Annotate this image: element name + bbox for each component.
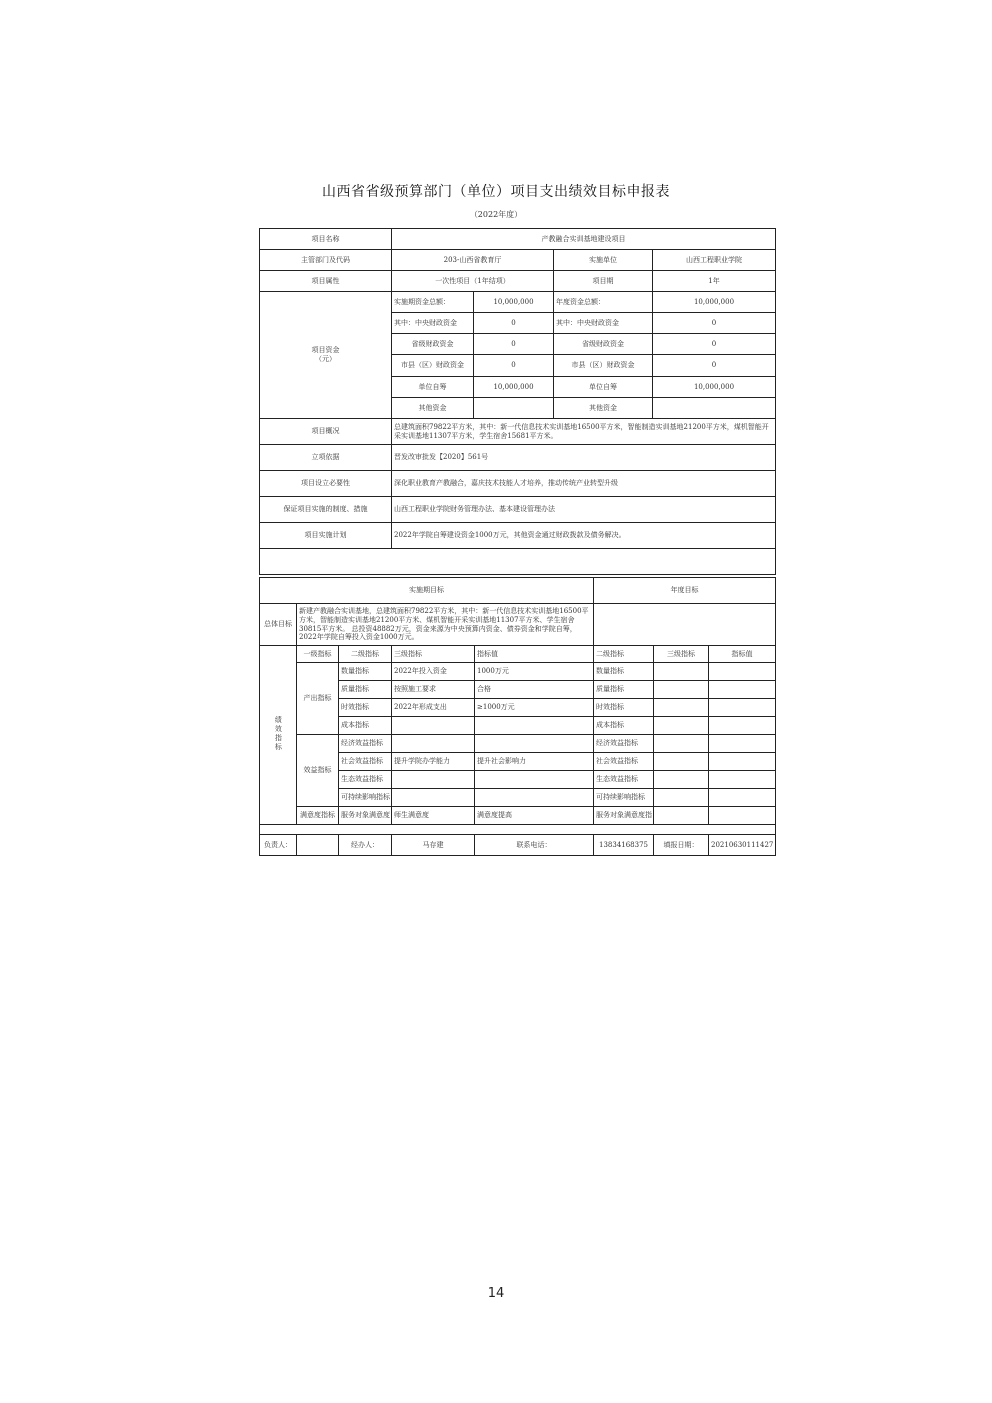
- ind-l3: [392, 735, 475, 753]
- fund-label: 年度资金总额：: [554, 292, 653, 313]
- annual-goal-header: 年度目标: [594, 578, 776, 604]
- ind-l3: 师生满意度: [392, 807, 475, 825]
- fund-label: 单位自筹: [392, 377, 474, 398]
- impl-goal-header: 实施期目标: [260, 578, 594, 604]
- ind-r2: 数量指标: [594, 663, 654, 681]
- dept-value: 203-山西省教育厅: [392, 250, 554, 271]
- ind-val-header: 指标值: [475, 646, 594, 663]
- lvl2-header-annual: 二级指标: [594, 646, 654, 663]
- ind-l3: 2022年形成支出: [392, 699, 475, 717]
- ind-val: [475, 717, 594, 735]
- ind-r3: [654, 753, 709, 771]
- ind-l3: [392, 717, 475, 735]
- responsible-value: [297, 835, 339, 856]
- dept-label: 主管部门及代码: [260, 250, 392, 271]
- fund-label: 省级财政资金: [392, 334, 474, 355]
- ind-l2: 服务对象满意度: [339, 807, 392, 825]
- measures-label: 保证项目实施的制度、措施: [260, 497, 392, 523]
- ind-l3: 2022年投入资金: [392, 663, 475, 681]
- fund-label: 其他资金: [392, 398, 474, 419]
- blank-row: [260, 549, 776, 575]
- attribute-value: 一次性项目（1年结项）: [392, 271, 554, 292]
- ind-r2: 成本指标: [594, 717, 654, 735]
- fund-label: 省级财政资金: [554, 334, 653, 355]
- ind-r3: [654, 771, 709, 789]
- overall-goal-value: 新建产教融合实训基地，总建筑面积79822平方米，其中：新一代信息技术实训基地16500平方米，智能制造实训基地21200平方米、煤机智能开采实训基地11307平方米、学生宿舍30815平方米。 总投资48882万元，资金来源为中央预算内资金、债券资金和学院自筹，2022年学院自筹投入资金1000万元。: [297, 604, 594, 646]
- ind-rval: [709, 771, 776, 789]
- ind-r3: [654, 789, 709, 807]
- fund-label: 其他资金: [554, 398, 653, 419]
- fund-label: 实施期资金总额：: [392, 292, 474, 313]
- form-title: 山西省省级预算部门（单位）项目支出绩效目标申报表: [322, 184, 670, 200]
- perf-label: 绩效指标: [260, 646, 297, 825]
- ind-l2: 时效指标: [339, 699, 392, 717]
- ind-rval: [709, 789, 776, 807]
- fund-value: [653, 398, 776, 419]
- ind-l2: 经济效益指标: [339, 735, 392, 753]
- ind-r3: [654, 807, 709, 825]
- handler-label: 经办人：: [339, 835, 392, 856]
- ind-rval: [709, 735, 776, 753]
- ind-rval: [709, 681, 776, 699]
- ind-r2: 经济效益指标: [594, 735, 654, 753]
- ind-r2: 时效指标: [594, 699, 654, 717]
- ind-val: [475, 789, 594, 807]
- ind-l3: [392, 771, 475, 789]
- benefit-label: 效益指标: [297, 735, 339, 807]
- necessity-label: 项目设立必要性: [260, 471, 392, 497]
- impl-unit-label: 实施单位: [554, 250, 653, 271]
- phone-label: 联系电话：: [475, 835, 594, 856]
- date-value: 20210630111427: [709, 835, 776, 856]
- ind-r3: [654, 681, 709, 699]
- ind-l2: 数量指标: [339, 663, 392, 681]
- fund-value: 10,000,000: [653, 292, 776, 313]
- spacer-row: [260, 825, 776, 835]
- ind-val: [475, 735, 594, 753]
- ind-val: 合格: [475, 681, 594, 699]
- ind-rval: [709, 753, 776, 771]
- satisfaction-label: 满意度指标: [297, 807, 339, 825]
- annual-goal-value: [594, 604, 776, 646]
- lvl2-header: 二级指标: [339, 646, 392, 663]
- basis-value: 晋发改审批发【2020】561号: [392, 445, 776, 471]
- ind-r3: [654, 735, 709, 753]
- fund-label: 其中：中央财政资金: [392, 313, 474, 334]
- form-year: （2022年度）: [469, 210, 523, 219]
- overview-label: 项目概况: [260, 419, 392, 445]
- ind-rval: [709, 663, 776, 681]
- ind-rval: [709, 807, 776, 825]
- ind-val: 1000万元: [475, 663, 594, 681]
- ind-l2: 生态效益指标: [339, 771, 392, 789]
- project-name-label: 项目名称: [260, 229, 392, 250]
- ind-val-header-annual: 指标值: [709, 646, 776, 663]
- fund-value: 10,000,000: [474, 292, 554, 313]
- ind-rval: [709, 717, 776, 735]
- ind-r2: 生态效益指标: [594, 771, 654, 789]
- ind-val: ≥1000万元: [475, 699, 594, 717]
- ind-r2: 可持续影响指标: [594, 789, 654, 807]
- fund-value: 0: [474, 334, 554, 355]
- date-label: 填报日期：: [654, 835, 709, 856]
- ind-l3: [392, 789, 475, 807]
- ind-r3: [654, 699, 709, 717]
- ind-val: 满意度提高: [475, 807, 594, 825]
- fund-label: 单位自筹: [554, 377, 653, 398]
- page-number: 14: [487, 1286, 505, 1301]
- overview-value: 总建筑面积79822平方米，其中：新一代信息技术实训基地16500平方米，智能制造实训基地21200平方米，煤机智能开采实训基地11307平方米，学生宿舍15681平方米。: [392, 419, 776, 445]
- ind-l2: 可持续影响指标: [339, 789, 392, 807]
- output-label: 产出指标: [297, 663, 339, 735]
- fund-value: 10,000,000: [653, 377, 776, 398]
- project-name-value: 产教融合实训基地建设项目: [392, 229, 776, 250]
- ind-r3: [654, 717, 709, 735]
- fund-label: 市县（区）财政资金: [554, 355, 653, 377]
- ind-l2: 质量指标: [339, 681, 392, 699]
- handler-value: 马存建: [392, 835, 475, 856]
- impl-unit-value: 山西工程职业学院: [653, 250, 776, 271]
- ind-rval: [709, 699, 776, 717]
- measures-value: 山西工程职业学院财务管理办法、基本建设管理办法: [392, 497, 776, 523]
- period-label: 项目期: [554, 271, 653, 292]
- ind-l3: 按照施工要求: [392, 681, 475, 699]
- ind-r3: [654, 663, 709, 681]
- ind-l2: 成本指标: [339, 717, 392, 735]
- basis-label: 立项依据: [260, 445, 392, 471]
- project-info-table: [259, 228, 776, 575]
- ind-l3: 提升学院办学能力: [392, 753, 475, 771]
- ind-l2: 社会效益指标: [339, 753, 392, 771]
- phone-value: 13834168375: [594, 835, 654, 856]
- ind-r2: 服务对象满意度指: [594, 807, 654, 825]
- fund-label: 其中：中央财政资金: [554, 313, 653, 334]
- fund-label: 市县（区）财政资金: [392, 355, 474, 377]
- performance-table: [259, 577, 776, 856]
- fund-value: 0: [474, 313, 554, 334]
- ind-r2: 社会效益指标: [594, 753, 654, 771]
- lvl1-header: 一级指标: [297, 646, 339, 663]
- necessity-value: 深化职业教育产教融合，嘉庆技术技能人才培养，推动传统产业转型升级: [392, 471, 776, 497]
- overall-goal-label: 总体目标: [260, 604, 297, 646]
- fund-value: 0: [653, 355, 776, 377]
- fund-value: 0: [653, 313, 776, 334]
- ind-val: [475, 771, 594, 789]
- fund-value: [474, 398, 554, 419]
- responsible-label: 负责人：: [260, 835, 297, 856]
- ind-val: 提升社会影响力: [475, 753, 594, 771]
- fund-value: 0: [474, 355, 554, 377]
- funds-label: 项目资金 （元）: [260, 292, 392, 419]
- fund-value: 0: [653, 334, 776, 355]
- lvl3-header: 三级指标: [392, 646, 475, 663]
- plan-label: 项目实施计划: [260, 523, 392, 549]
- ind-r2: 质量指标: [594, 681, 654, 699]
- period-value: 1年: [653, 271, 776, 292]
- plan-value: 2022年学院自筹建设资金1000万元，其他资金通过财政拨款及债务解决。: [392, 523, 776, 549]
- fund-value: 10,000,000: [474, 377, 554, 398]
- lvl3-header-annual: 三级指标: [654, 646, 709, 663]
- attribute-label: 项目属性: [260, 271, 392, 292]
